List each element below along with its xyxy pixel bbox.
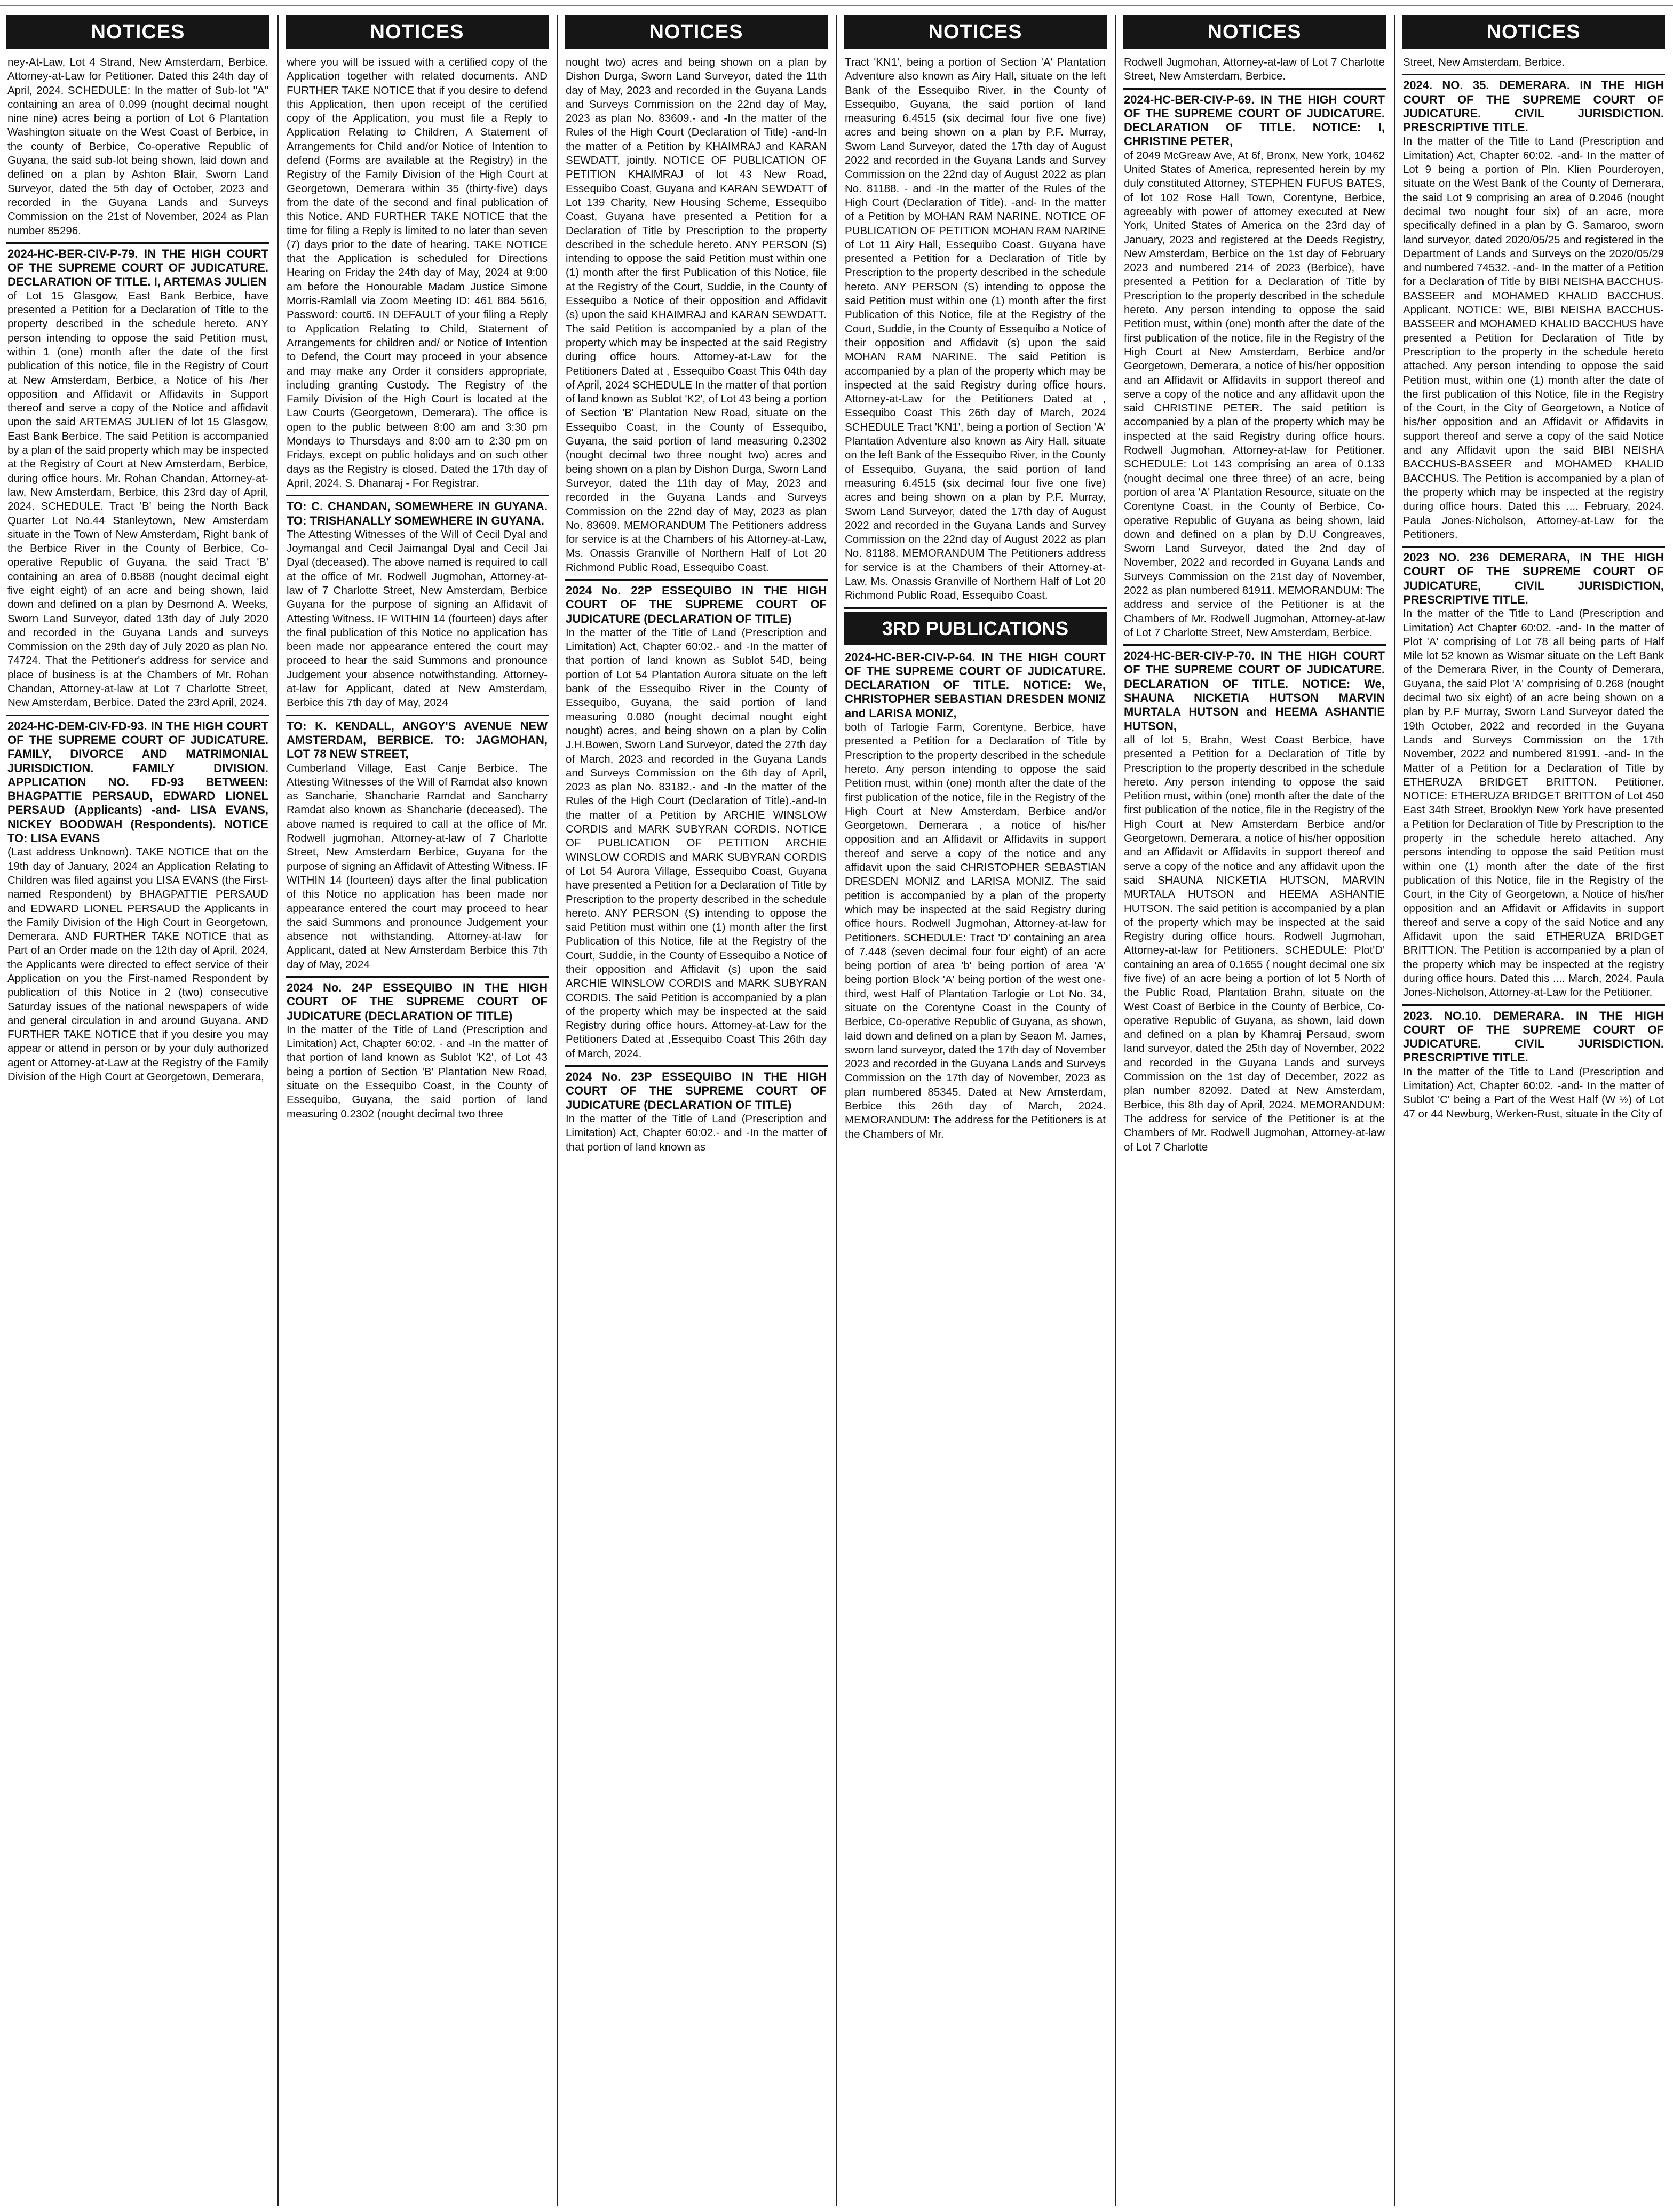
notice-item <box>844 651 1107 1141</box>
notice-divider <box>286 495 549 496</box>
notice-item <box>1402 78 1665 542</box>
column-3 <box>565 15 828 2206</box>
column-4 <box>844 15 1107 2206</box>
notice-item <box>565 1070 828 1154</box>
notice-body: In the matter of the Title of Land (Prescription and Limitation) Act, Chapter 60:02. - and -In the matter of that portion of land known as Sublot 'K2', of Lot 43 being a portion of Section 'B' Plantation New Road, situate on the Essequibo Coast, in the County of Essequibo, Guyana, the said portion of land measuring 0.2302 (nought decimal two three <box>287 1023 548 1120</box>
column-5 <box>1123 15 1386 2206</box>
notice-heading: 2024-HC-BER-CIV-P-70. IN THE HIGH COURT OF THE SUPREME COURT OF JUDICATURE. DECLARATION OF TITLE. NOTICE: We, SHAUNA NICKETIA HUTSON MARVIN MURTALA HUTSON and HEEMA ASHANTIE HUTSON, <box>1124 649 1385 733</box>
notice-heading: 2024-HC-BER-CIV-P-64. IN THE HIGH COURT OF THE SUPREME COURT OF JUDICATURE. DECLARATION OF TITLE. NOTICE: We, CHRISTOPHER SEBASTIAN DRESDEN MONIZ and LARISA MONIZ, <box>845 650 1106 720</box>
notice-item <box>565 56 828 575</box>
notice-heading: 2024-HC-BER-CIV-P-69. IN THE HIGH COURT OF THE SUPREME COURT OF JUDICATURE. DECLARATION OF TITLE. NOTICE: I, CHRISTINE PETER, <box>1124 92 1385 148</box>
column-header: NOTICES <box>1123 15 1386 49</box>
notice-heading: TO: K. KENDALL, ANGOY'S AVENUE NEW AMSTERDAM, BERBICE. TO: JAGMOHAN, LOT 78 NEW STREET, <box>287 719 548 761</box>
column-header: NOTICES <box>1402 15 1665 49</box>
column-1 <box>6 15 269 2206</box>
notice-item <box>6 247 269 710</box>
notice-item <box>286 56 549 490</box>
notice-body: Tract 'KN1', being a portion of Section 'A' Plantation Adventure also known as Airy Hall, situate on the left Bank of the Essequibo River, in the County of Essequibo, Guyana, the said portion of land measuring 6.4515 (six decimal four five one five) acres and being shown on a plan by P.F. Murray, Sworn Land Surveyor, dated the 17th day of August 2022 and recorded in the Guyana Lands and Survey Commission on the 22nd day of August 2022 as plan No. 81188. - and -In the matter of the Rules of the High Court (Declaration of Title). -and- In the matter of a Petition by MOHAN RAM NARINE. NOTICE OF PUBLICATION OF PETITION MOHAN RAM NARINE of Lot 11 Airy Hall, Essequibo Coast. Guyana have presented a Petition for a Declaration of Title by Prescription to the property described in the schedule hereto. ANY PERSON (S) intending to oppose the said Petition must within one (1) month after the first Publication of this Notice, file at the Registry of the Court, Suddie, in the County of Essequibo a Notice of their opposition and Affidavit (s) upon the said MOHAN RAM NARINE. The said Petition is accompanied by a plan of the property which may be inspected at the said Registry during office hours. Attorney-at-Law for the Petitioners Dated at , Essequibo Coast This 26th day of March, 2024 SCHEDULE Tract 'KN1', being a portion of Section 'A' Plantation Adventure also known as Airy Hall, situate on the left Bank of the Essequibo River, in the County of Essequibo, Guyana, the said portion of land measuring 6.4515 (six decimal four five one five) acres and being shown on a plan by P.F. Murray, Sworn Land Surveyor, dated the 17th day of August 2022 and recorded in the Guyana Lands and Survey Commission on the 22nd day of August 2022 as plan No. 81188. MEMORANDUM The Petitioners address for service is at the Chambers of their Attorney-at-Law, Ms. Onassis Granville of Northern Half of Lot 20 Richmond Public Road, Essequibo Coast. <box>845 56 1106 602</box>
notice-divider <box>286 976 549 978</box>
notices-page <box>6 15 1667 2206</box>
notice-divider <box>1402 1004 1665 1006</box>
notice-item <box>1123 649 1386 1154</box>
notice-item <box>1123 93 1386 640</box>
column-2 <box>286 15 549 2206</box>
notice-heading: 2024 No. 23P ESSEQUIBO IN THE HIGH COURT OF THE SUPREME COURT OF JUDICATURE (DECLARATION OF TITLE) <box>566 1070 827 1112</box>
notice-heading: 2024-HC-DEM-CIV-FD-93. IN THE HIGH COURT OF THE SUPREME COURT OF JUDICATURE. FAMILY, DIVORCE AND MATRIMONIAL JURISDICTION. FAMILY DIVISION. APPLICATION NO. FD-93 BETWEEN: BHAGPATTIE PERSAUD, EDWARD LIONEL PERSAUD (Applicants) -and- LISA EVANS, NICKEY BOODWAH (Respondents). NOTICE TO: LISA EVANS <box>7 719 268 845</box>
column-header: NOTICES <box>565 15 828 49</box>
notice-body: of 2049 McGreaw Ave, At 6f, Bronx, New York, 10462 United States of America, represented herein by my duly constituted Attorney, STEPHEN FUFUS BATES, of lot 102 Rose Hall Town, Corentyne, Berbice, agreeably with power of attorney executed at New York, United States of America on the 23rd day of January, 2023 and registered at the Deeds Registry, New Amsterdam, Berbice on the 1st day of February 2023 and numbered 214 of 2023 (Berbice), have presented a Petition for a Declaration of Title by Prescription to the property described in the schedule hereto. Any person intending to oppose the said Petition must, within (one) month after the date of the first publication of the notice, file in the Registry of the High Court at New Amsterdam, Berbice and/or Georgetown, Demerara, a notice of his/her opposition and an Affidavit or Affidavits in support thereof and serve a copy of the notice and any affidavit upon the said CHRISTINE PETER. The said petition is accompanied by a plan of the property which may be inspected at the said Registry during office hours. Rodwell Jugmohan, Attorney-at-law for Petitioner. SCHEDULE: Lot 143 comprising an area of 0.133 (nought decimal one three three) of an acre, being portion of area 'A' Plantation Resource, situate on the Corentyne Coast, in the County of Berbice, Co-operative Republic of Guyana as being shown, laid down and defined on a plan by D.U Congreaves, Sworn Land Surveyor, dated the 2nd day of November, 2022 and recorded in Guyana Lands and Surveys Commission on the 21st day of November, 2022 as plan numbered 81911. MEMORANDUM: The address and service of the Petitioner is at the Chambers of Mr. Rodwell Jugmohan, Attorney-at-law of Lot 7 Charlotte Street, New Amsterdam, Berbice. <box>1124 149 1385 639</box>
notice-item <box>1123 56 1386 84</box>
notice-body: where you will be issued with a certified copy of the Application together with related documents. AND FURTHER TAKE NOTICE that if you desire to defend this Application, then upon receipt of the certified copy of the Application, you must file a Reply to Application Relating to Children, A Statement of Arrangements for Child and/or Notice of Intention to defend (Forms are available at the Registry) in the Registry of the Family Division of the High Court at Georgetown, Demerara within 35 (thirty-five) days from the date of the second and final publication of this Notice. AND FURTHER TAKE NOTICE that the time for filing a Reply is limited to no later than seven (7) days prior to the date of hearing. TAKE NOTICE that the Application is scheduled for Directions Hearing on Friday the 24th day of May, 2024 at 9:00 am before the Honourable Madam Justice Simone Morris-Ramlall via Zoom Meeting ID: 461 884 5616, Password: court6. IN DEFAULT of your filing a Reply to Application Relating to Child, Statement of Arrangements for children and/ or Notice of Intention to Defend, the Court may proceed in your absence and may make any Order it considers appropriate, including granting Custody. The Registry of the Family Division of the High Court is located at the Law Courts (Georgetown, Demerara). The office is open to the public between 8:00 am and 3:30 pm Mondays to Thursdays and 8:00 am to 2:30 pm on Fridays, except on public holidays and on such other days as the Registry is closed. Dated the 17th day of April, 2024. S. Dhanaraj - For Registrar. <box>287 56 548 489</box>
notice-divider <box>565 579 828 581</box>
notice-item <box>1402 551 1665 1000</box>
notice-divider <box>6 715 269 716</box>
notice-divider <box>565 1065 828 1067</box>
notice-body: In the matter of the Title to Land (Prescription and Limitation) Act, Chapter 60:02. -and- In the matter of Lot 9 being a portion of Pln. Klien Pourderoyen, situate on the West Bank of the County of Demerara, the said Lot 9 comprising an area of 0.2046 (nought decimal two nought four six) of an acre, more specifically defined in a plan by G. Samaroo, sworn land surveyor, dated 2020/05/25 and registered in the Department of Lands and Surveys on the 2020/05/29 and numbered 74532. -and- In the matter of a Petition for a Declaration of Title by BIBI NEISHA BACCHUS-BASSEER and MOHAMED KHALID BACCHUS. Applicant. NOTICE: WE, BIBI NEISHA BACCHUS-BASSEER and MOHAMED KHALID BACCHUS have presented a Petition for Declaration of Title by Prescription to the property in the schedule hereto attached. Any person intending to oppose the said Petition must, within one (1) month after the date of the first publication of this Notice, file in the Registry of the Court, in the City of Georgetown, a Notice of his/her opposition and an Affidavit or Affidavits in support thereof and serve a copy of the said Notice and any Affidavit upon the said BIBI NEISHA BACCHUS-BASSEER and MOHAMED KHALID BACCHUS. The Petition is accompanied by a plan of the property which may be inspected at the registry during office hours. Dated this .... February, 2024. Paula Jones-Nicholson, Attorney-at-Law for the Petitioners. <box>1403 135 1664 541</box>
notice-divider <box>1402 546 1665 548</box>
notice-heading: 2024 No. 22P ESSEQUIBO IN THE HIGH COURT OF THE SUPREME COURT OF JUDICATURE (DECLARATION OF TITLE) <box>566 583 827 625</box>
column-divider <box>1394 15 1395 2206</box>
column-header: NOTICES <box>6 15 269 49</box>
notice-item <box>6 719 269 1084</box>
notice-divider <box>6 242 269 244</box>
notice-heading: 2023. NO.10. DEMERARA. IN THE HIGH COURT OF THE SUPREME COURT OF JUDICATURE. CIVIL JURISDICTION. PRESCRIPTIVE TITLE. <box>1403 1009 1664 1065</box>
notice-item <box>6 56 269 238</box>
notice-item <box>286 500 549 710</box>
notice-heading: TO: C. CHANDAN, SOMEWHERE IN GUYANA. TO: TRISHANALLY SOMEWHERE IN GUYANA. <box>287 500 548 527</box>
notice-divider <box>1123 88 1386 90</box>
notice-item <box>844 56 1107 603</box>
notice-body: In the matter of the Title to Land (Prescription and Limitation) Act, Chapter 60:02. -and- In the matter of Sublot 'C' being a Part of the West Half (W ½) of Lot 47 or 44 Newburg, Werken-Rust, situate in the City of <box>1403 1065 1664 1120</box>
notice-body: Rodwell Jugmohan, Attorney-at-law of Lot 7 Charlotte Street, New Amsterdam, Berbice. <box>1124 56 1385 83</box>
notice-item <box>1402 1009 1665 1121</box>
notice-body: (Last address Unknown). TAKE NOTICE that on the 19th day of January, 2024 an Application Relating to Children was filed against you LISA EVANS (the First-named Respondent) by BHAGPATTIE PERSAUD and EDWARD LIONEL PERSAUD the Applicants in the Family Division of the High Court in Georgetown, Demerara. AND FURTHER TAKE NOTICE that as Part of an Order made on the 12th day of April, 2024, the Applicants were directed to effect service of their Application on you the First-named Respondent by publication of this Notice in 2 (two) consecutive Saturday issues of the national newspapers of wide and general circulation in and around Guyana. AND FURTHER TAKE NOTICE that if you desire you may appear or attend in person or by your duly authorized agent or Attorney-at-Law at the Registry of the Family Division of the High Court at Georgetown, Demerara, <box>7 846 268 1083</box>
notice-item <box>286 719 549 972</box>
notice-body: of Lot 15 Glasgow, East Bank Berbice, have presented a Petition for a Declaration of Title to the property described in the schedule hereto. ANY person intending to oppose the said Petition must, within 1 (one) month after the date of the first publication of this notice, file in the Registry of Court at New Amsterdam, Berbice, a Notice of his /her opposition and Affidavit or Affidavits in Support thereof and serve a copy of the Notice and affidavit upon the said ARTEMAS JULIEN of lot 15 Glasgow, East Bank Berbice. The said Petition is accompanied by a plan of the said property which may be inspected at the Registry of Court at New Amsterdam, Berbice, during office hours. Mr. Rohan Chandan, Attorney-at-law, New Amsterdam, Berbice, this 23rd day of April, 2024. SCHEDULE. Tract 'B' being the North Back Quarter Lot No.44 Stanleytown, New Amsterdam situate in the Town of New Amsterdam, Right bank of the Berbice River in the County of Berbice, Co-operative Republic of Guyana, the said Tract 'B' containing an area of 0.8588 (nought decimal eight five eight eight) of an acre and being shown, laid down and defined on a plan by Desmond A. Weeks, Sworn Land Surveyor, dated 13th day of July 2020 and recorded in the Guyana Lands and surveys Commission on the 29th day of July 2020 as plan No. 74724. That the Petitioner's address for service and place of business is at the Chambers of Mr. Rohan Chandan, Attorney-at-law at Lot 7 Charlotte Street, New Amsterdam, Berbice. Dated the 23rd April, 2024. <box>7 289 268 709</box>
page-top-rule <box>0 0 1673 6</box>
notice-body: In the matter of the Title of Land (Prescription and Limitation) Act, Chapter 60:02.- and -In the matter of that portion of land known as <box>566 1112 827 1153</box>
column-divider <box>1115 15 1116 2206</box>
notice-divider <box>286 715 549 716</box>
notice-item <box>286 981 549 1121</box>
notice-body: both of Tarlogie Farm, Corentyne, Berbice, have presented a Petition for a Declaration of Title by Prescription to the property described in the schedule hereto. Any person intending to oppose the said Petition must, within (one) month after the date of the first publication of the notice, file in the Registry of the High Court at New Amsterdam, Berbice and/or Georgetown, Demerara , a notice of his/her opposition and an Affidavit or Affidavits in support thereof and serve a copy of the notice and any affidavit upon the said CHRISTOPHER SEBASTIAN DRESDEN MONIZ and LARISA MONIZ. The said petition is accompanied by a plan of the property which may be inspected at the said Registry during office hours. Rodwell Jugmohan, Attorney-at-law for Petitioners. SCHEDULE: Tract 'D' containing an area of 7.448 (seven decimal four four eight) of an acre being portion of area 'b' being portion of area 'A' being portion Block 'A' being portion of the west one-third, west Half of Plantation Tarlogie or Lot No. 34, situate on the Corentyne Coast in the County of Berbice, Co-operative Republic of Guyana, as shown, laid down and defined on a plan by Seaon M. James, sworn land surveyor, dated the 17th day of November 2023 and recorded in the Guyana Lands and Surveys Commission on the 17th day of November, 2023 as plan numbered 85345. Dated at New Amsterdam, Berbice this 26th day of March, 2024. MEMORANDUM: The address for the Petitioners is at the Chambers of Mr. <box>845 721 1106 1140</box>
notice-heading: 2024. NO. 35. DEMERARA. IN THE HIGH COURT OF THE SUPREME COURT OF JUDICATURE. CIVIL JURISDICTION. PRESCRIPTIVE TITLE. <box>1403 78 1664 134</box>
notice-body: In the matter of the Title to Land (Prescription and Limitation) Act Chapter 60:02. -and- In the matter of Plot 'A' comprising of Lot 78 all being parts of Half Mile lot 52 known as Wismar situate on the Left Bank of the Demerara River, in the County of Demerara, Guyana, the said Plot 'A' comprising of 0.268 (nought decimal two six eight) of an acre being shown on a plan by P.F Murray, Sworn Land Surveyor dated the 19th October, 2022 and recorded in the Guyana Lands and Surveys Commission on the 17th November, 2022 and numbered 81991. -and- In the Matter of a Petition for a Declaration of Title by ETHERUZA BRIDGET BRITTON. Petitioner. NOTICE: ETHERUZA BRIDGET BRITTON of Lot 450 East 34th Street, Brooklyn New York have presented a Petition for Declaration of Title by Prescription to the property in the schedule hereto attached. Any persons intending to oppose the said Petition must within one (1) month after the date of the first publication of this Notice, file in the Registry of the Court, in the City of Georgetown, a Notice of his/her opposition and an Affidavit or Affidavits in support thereof and serve a copy of the said Notice and any Affidavit upon the said ETHERUZA BRIDGET BRITTION. The Petition is accompanied by a plan of the property which may be inspected at the registry during office hours. Dated this .... March, 2024. Paula Jones-Nicholson, Attorney-at-Law for the Petitioner. <box>1403 607 1664 999</box>
column-divider <box>277 15 279 2206</box>
notice-body: In the matter of the Title of Land (Prescription and Limitation) Act, Chapter 60:02.- and -In the matter of that portion of land known as Sublot 54D, being portion of Lot 54 Plantation Aurora situate on the left bank of the Essequibo River in the County of Essequibo, Guyana, the said portion of land measuring 0.080 (nought decimal nought eight nought) acres, and being shown on a plan by Colin J.H.Bowen, Sworn Land Surveyor, dated the 27th day of March, 2023 and recorded in the Guyana Lands and Surveys Commission on the 6th day of April, 2023 as plan No. 83182.- and -In the matter of the Rules of the High Court (Declaration of Title).-and-In the matter of a Petition by ARCHIE WINSLOW CORDIS and MARK SUBYRAN CORDIS. NOTICE OF PUBLICATION OF PETITION ARCHIE WINSLOW CORDIS and MARK SUBYRAN CORDIS of Lot 54 Aurora Village, Essequibo Coast, Guyana have presented a Petition for a Declaration of Title by Prescription to the property described in the schedule hereto. ANY PERSON (S) intending to oppose the said Petition must within one (1) month after the first Publication of this Notice, file at the Registry of the Court, Suddie, in the County of Essequibo a Notice of their opposition and Affidavit (s) upon the said ARCHIE WINSLOW CORDIS and MARK SUBYRAN CORDIS. The said Petition is accompanied by a plan of the property which may be inspected at the said Registry during office hours. Attorney-at-Law for the Petitioners Dated at ,Essequibo Coast This 26th day of March, 2024. <box>566 626 827 1060</box>
column-header: NOTICES <box>844 15 1107 49</box>
notice-body: Cumberland Village, East Canje Berbice. The Attesting Witnesses of the Will of Ramdat also known as Sancharie, Shancharie Ramdat and Sancharry Ramdat also known as Shancharie (deceased). The above named is required to call at the office of Mr. Rodwell jugmohan, Attorney-at-law of 7 Charlotte Street, New Amsterdam Berbice, Guyana for the purpose of signing an Affidavit of Attesting Witness. IF WITHIN 14 (fourteen) days after the final publication of this Notice no application has been made nor appearance entered the court may proceed to hear the said Summons and pronounce Judgement your absence not withstanding. Attorney-at-law for Applicant, dated at New Amsterdam Berbice this 7th day of May, 2024 <box>287 762 548 971</box>
column-header: NOTICES <box>286 15 549 49</box>
notice-body: The Attesting Witnesses of the Will of Cecil Dyal and Joymangal and Cecil Jaimangal Dyal and Cecil Jai Dyal (deceased). The above named is required to call at the office of Mr. Rodwell Jugmohan, Attorney-at-law of 7 Charlotte Street, New Amsterdam, Berbice Guyana for the purpose of signing an Affidavit of Attesting Witness. IF WITHIN 14 (fourteen) days after the final publication of this Notice no application has been made nor appearance entered the court may proceed to hear the said Summons and pronounce Judgement your absence notwithstanding. Attorney-at-law for Applicant, dated at New Amsterdam, Berbice this 7th day of May, 2024 <box>287 528 548 709</box>
notice-divider <box>844 607 1107 609</box>
notice-heading: 2024-HC-BER-CIV-P-79. IN THE HIGH COURT OF THE SUPREME COURT OF JUDICATURE. DECLARATION OF TITLE. I, ARTEMAS JULIEN <box>7 247 268 289</box>
column-divider <box>557 15 558 2206</box>
column-divider <box>836 15 837 2206</box>
notice-body: Street, New Amsterdam, Berbice. <box>1403 56 1565 68</box>
notice-item <box>565 584 828 1061</box>
notice-body: nought two) acres and being shown on a plan by Dishon Durga, Sworn Land Surveyor, dated the 11th day of May, 2023 and recorded in the Guyana Lands and Surveys Commission on the 22nd day of May, 2023 as plan No. 83609.- and -In the matter of the Rules of the High Court (Declaration of Title) -and-In the matter of a Petition by KHAIMRAJ and KARAN SEWDATT, jointly. NOTICE OF PUBLICATION OF PETITION KHAIMRAJ of lot 43 New Road, Essequibo Coast, Guyana and KARAN SEWDATT of Lot 139 Charity, New Housing Scheme, Essequibo Coast, Guyana have presented a Petition for a Declaration of Title by Prescription to the property described in the schedule hereto. ANY PERSON (S) intending to oppose the said Petition must within one (1) month after the first Publication of this Notice, file at the Registry of the Court, Suddie, in the County of Essequibo a Notice of their opposition and Affidavit (s) upon the said KHAIMRAJ and KARAN SEWDATT. The said Petition is accompanied by a plan of the property which may be inspected at the said Registry during office hours. Attorney-at-Law for the Petitioners Dated at , Essequibo Coast This 04th day of April, 2024 SCHEDULE In the matter of that portion of land known as Sublot 'K2', of Lot 43 being a portion of Section 'B' Plantation New Road, situate on the Essequibo Coast, in the County of Essequibo, Guyana, the said portion of land measuring 0.2302 (nought decimal two three nought two) acres and being shown on a plan by Dishon Durga, Sworn Land Surveyor, dated the 11th day of May, 2023 and recorded in the Guyana Lands and Surveys Commission on the 22nd day of May, 2023 as plan No. 83609. MEMORANDUM The Petitioners address for service is at the Chambers of his Attorney-at-Law, Ms. Onassis Granville of Northern Half of Lot 20 Richmond Public Road, Essequibo Coast. <box>566 56 827 574</box>
notice-divider <box>1123 644 1386 646</box>
notice-body: ney-At-Law, Lot 4 Strand, New Amsterdam, Berbice. Attorney-at-Law for Petitioner. Dated this 24th day of April, 2024. SCHEDULE: In the matter of Sub-lot "A" containing an area of 0.099 (nought decimal nought nine nine) acres being a portion of Lot 6 Plantation Washington situate on the West Coast of Berbice, in the county of Berbice, Co-operative Republic of Guyana, the said sub-lot being shown, laid down and defined on a plan by Ashton Blair, Sworn Land Surveyor, dated the 5th day of October, 2023 and recorded in the Guyana Lands and Surveys Commission on the 21st of November, 2024 as Plan number 85296. <box>7 56 268 237</box>
notice-body: all of lot 5, Brahn, West Coast Berbice, have presented a Petition for a Declaration of Title by Prescription to the property described in the schedule hereto. Any person intending to oppose the said Petition must, within (one) month after the date of the first publication of the notice, file in the Registry of the High Court at New Amsterdam Berbice and/or Georgetown, Demerara, a notice of his/her opposition and an Affidavit or Affidavits in support thereof and serve a copy of the notice and any affidavit upon the said SHAUNA NICKETIA HUTSON, MARVIN MURTALA HUTSON and HEEMA ASHANTIE HUTSON. The said petition is accompanied by a plan of the property which may be inspected at the said Registry during office hours. Rodwell Jugmohan, Attorney-at-law for Petitioners. SCHEDULE: Plot'D' containing an area of 0.1655 ( nought decimal one six five five) of an acre being a portion of lot 5 North of the Public Road, Plantation Brahn, situate on the West Coast of Berbice in the County of Berbice, Co-operative Republic of Guyana, as shown, laid down and defined on a plan by Khamraj Persaud, sworn land surveyor, dated the 25th day of November, 2022 and recorded in the Guyana Lands and surveys Commission on the 1st day of December, 2022 as plan number 82092. Dated at New Amsterdam, Berbice, this 8th day of April, 2024. MEMORANDUM: The address for service of the Petitioner is at the Chambers of Mr. Rodwell Jugmohan, Attorney-at-law of Lot 7 Charlotte <box>1124 733 1385 1153</box>
notice-divider <box>1402 74 1665 75</box>
column-6 <box>1402 15 1665 2206</box>
notice-heading: 2023 NO. 236 DEMERARA, IN THE HIGH COURT OF THE SUPREME COURT OF JUDICATURE, CIVIL JURISDICTION, PRESCRIPTIVE TITLE. <box>1403 551 1664 606</box>
section-subheader: 3RD PUBLICATIONS <box>844 612 1107 645</box>
notice-item <box>1402 56 1665 69</box>
notice-heading: 2024 No. 24P ESSEQUIBO IN THE HIGH COURT OF THE SUPREME COURT OF JUDICATURE (DECLARATION OF TITLE) <box>287 981 548 1022</box>
